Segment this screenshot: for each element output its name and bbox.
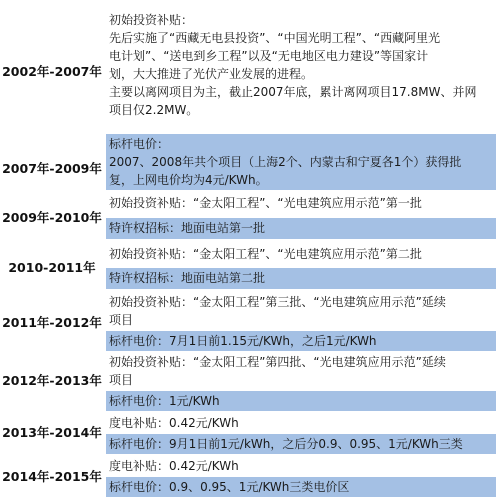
period-2011-2012: 2011年-2012年 <box>2 315 102 330</box>
row-benchmark-price-2007 <box>106 134 496 190</box>
row-line: 度电补贴：0.42元/KWh <box>109 416 239 430</box>
row-kwh-subsidy-2014 <box>106 456 496 476</box>
row-line: 项目 <box>109 373 134 387</box>
row-initial-subsidy-batch-3 <box>106 292 496 330</box>
row-line: 初始投资补贴： <box>109 13 194 27</box>
row-initial-subsidy-batch-2 <box>106 244 496 265</box>
row-line: 主要以离网项目为主，截止2007年底，累计离网项目17.8MW、并网 <box>109 85 477 99</box>
row-line: 先后实施了“西藏无电县投资”、“中国光明工程”、“西藏阿里光 <box>109 31 441 45</box>
period-2014-2015: 2014年-2015年 <box>2 469 102 484</box>
period-2013-2014: 2013年-2014年 <box>2 425 102 440</box>
row-line: 标杆电价： <box>109 137 170 151</box>
row-initial-subsidy-batch-4 <box>106 352 496 390</box>
row-line: 标杆电价：1元/KWh <box>109 394 220 408</box>
row-line: 初始投资补贴：“金太阳工程”第三批、“光电建筑应用示范”延续 <box>109 295 446 309</box>
row-benchmark-price-2013 <box>106 434 496 454</box>
row-line: 特许权招标：地面电站第一批 <box>109 221 266 235</box>
row-line: 标杆电价：9月1日前1元/kWh，之后分0.9、0.95、1元/KWh三类 <box>109 437 463 451</box>
row-benchmark-price-2012 <box>106 391 496 411</box>
row-line: 标杆电价：7月1日前1.15元/KWh，之后1元/KWh <box>109 334 377 348</box>
row-line: 初始投资补贴：“金太阳工程”第四批、“光电建筑应用示范”延续 <box>109 355 446 369</box>
row-line: 标杆电价：0.9、0.95、1元/KWh三类电价区 <box>109 480 350 494</box>
row-concession-batch-2 <box>106 268 496 289</box>
row-concession-batch-1 <box>106 218 496 239</box>
row-line: 复，上网电价均为4元/KWh。 <box>109 173 268 187</box>
row-line: 划，大大推进了光伏产业发展的进程。 <box>109 67 314 81</box>
row-line: 项目 <box>109 313 134 327</box>
period-2009-2010: 2009年-2010年 <box>2 210 102 225</box>
period-2007-2009: 2007年-2009年 <box>2 161 102 176</box>
row-line: 特许权招标：地面电站第二批 <box>109 271 266 285</box>
row-line: 2007、2008年共个项目（上海2个、内蒙古和宁夏各1个）获得批 <box>109 155 462 169</box>
period-2012-2013: 2012年-2013年 <box>2 373 102 388</box>
row-kwh-subsidy-2013 <box>106 413 496 433</box>
row-line: 电计划”、“送电到乡工程”以及“无电地区电力建设”等国家计 <box>109 49 429 63</box>
row-line: 度电补贴：0.42元/KWh <box>109 459 239 473</box>
row-benchmark-price-2011 <box>106 331 496 351</box>
period-2002-2007: 2002年-2007年 <box>2 63 102 79</box>
row-line: 初始投资补贴：“金太阳工程”、“光电建筑应用示范”第一批 <box>109 196 422 210</box>
row-benchmark-price-2014 <box>106 477 496 497</box>
row-initial-subsidy-batch-1 <box>106 193 496 214</box>
row-line: 初始投资补贴：“金太阳工程”、“光电建筑应用示范”第二批 <box>109 247 422 261</box>
period-2010-2011: 2010-2011年 <box>8 260 96 275</box>
row-line: 项目仅2.2MW。 <box>109 103 199 117</box>
row-initial-subsidy-2002 <box>106 10 496 134</box>
